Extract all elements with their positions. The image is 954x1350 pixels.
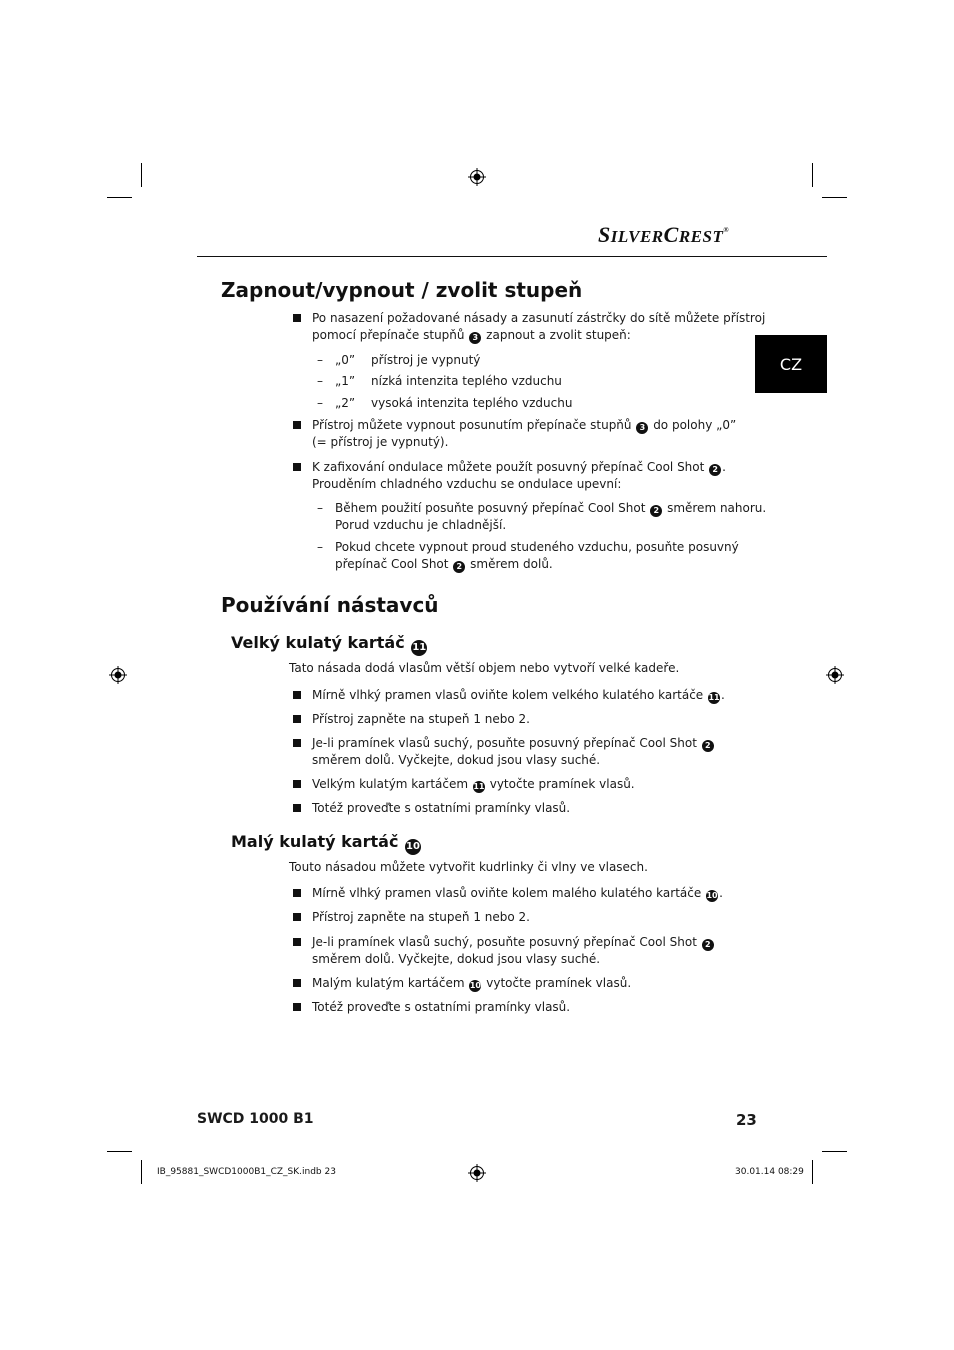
bullet-icon <box>293 938 301 946</box>
language-tab: CZ <box>755 335 827 393</box>
paragraph-line: pomocí přepínače stupňů 3 zapnout a zvolit stupeň: <box>312 328 631 342</box>
paragraph-line: Přístroj zapněte na stupeň 1 nebo 2. <box>312 712 530 726</box>
header-rule <box>197 256 827 257</box>
dash-marker: – <box>317 374 323 388</box>
crop-mark <box>822 197 847 198</box>
paragraph-line: Přístroj můžete vypnout posunutím přepínače stupňů 3 do polohy „0” <box>312 418 737 432</box>
bullet-icon <box>293 1003 301 1011</box>
ref-number-badge: 2 <box>650 505 662 517</box>
registration-mark-icon <box>826 666 844 684</box>
file-name: IB_95881_SWCD1000B1_CZ_SK.indb 23 <box>157 1167 336 1177</box>
paragraph-line: Mírně vlhký pramen vlasů oviňte kolem malého kulatého kartáče 10. <box>312 886 723 900</box>
ref-number-badge: 3 <box>469 332 481 344</box>
intro-text: Touto násadou můžete vytvořit kudrlinky či vlny ve vlasech. <box>289 860 648 874</box>
ref-number-badge: 10 <box>706 891 718 900</box>
section-title: Používání nástavců <box>221 593 439 617</box>
level-desc: nízká intenzita teplého vzduchu <box>371 374 562 388</box>
print-date: 30.01.14 08:29 <box>735 1167 804 1177</box>
registration-mark-icon <box>468 168 486 186</box>
level-code: „2” <box>335 396 356 410</box>
paragraph-line: Je-li pramínek vlasů suchý, posuňte posuvný přepínač Cool Shot 2 <box>312 735 715 752</box>
level-desc: vysoká intenzita teplého vzduchu <box>371 396 573 410</box>
model-number: SWCD 1000 B1 <box>197 1111 314 1127</box>
subsection-title: Velký kulatý kartáč 11 <box>231 633 428 656</box>
registration-mark-icon <box>468 1164 486 1182</box>
crop-mark <box>107 197 132 198</box>
ref-number-badge: 2 <box>453 561 465 573</box>
ref-number-badge: 2 <box>702 740 714 752</box>
crop-mark <box>812 1160 813 1184</box>
bullet-icon <box>293 314 301 322</box>
paragraph-line: směrem dolů. Vyčkejte, dokud jsou vlasy suché. <box>312 952 601 966</box>
registration-mark-icon <box>109 666 127 684</box>
ref-number-badge: 10 <box>405 839 421 855</box>
bullet-icon <box>293 421 301 429</box>
intro-text: Tato násada dodá vlasům větší objem nebo vytvoří velké kadeře. <box>289 661 680 675</box>
paragraph-line: směrem dolů. Vyčkejte, dokud jsou vlasy suché. <box>312 753 601 767</box>
paragraph-line: Totéž proveďte s ostatními pramínky vlasů. <box>312 801 571 815</box>
paragraph-line: Přístroj zapněte na stupeň 1 nebo 2. <box>312 910 530 924</box>
page-number: 23 <box>736 1111 757 1129</box>
paragraph-line: Mírně vlhký pramen vlasů oviňte kolem velkého kulatého kartáče 11. <box>312 688 725 702</box>
paragraph-line: Malým kulatým kartáčem 10 vytočte pramínek vlasů. <box>312 976 632 990</box>
crop-mark <box>107 1151 132 1152</box>
bullet-icon <box>293 780 301 788</box>
level-code: „0” <box>335 353 356 367</box>
paragraph-line: Je-li pramínek vlasů suchý, posuňte posuvný přepínač Cool Shot 2 <box>312 934 715 951</box>
level-desc: přístroj je vypnutý <box>371 353 481 367</box>
ref-number-badge: 3 <box>636 422 648 434</box>
dash-marker: – <box>317 501 323 515</box>
dash-marker: – <box>317 353 323 367</box>
crop-mark <box>822 1151 847 1152</box>
paragraph-line: Prouděním chladného vzduchu se ondulace upevní: <box>312 477 622 491</box>
ref-number-badge: 2 <box>709 464 721 476</box>
ref-number-badge: 11 <box>473 782 485 791</box>
crop-mark <box>141 163 142 187</box>
crop-mark <box>141 1160 142 1184</box>
paragraph-line: Totéž proveďte s ostatními pramínky vlasů. <box>312 1000 571 1014</box>
paragraph-line: Porud vzduchu je chladnější. <box>335 518 507 532</box>
paragraph-line: (= přístroj je vypnutý). <box>312 435 449 449</box>
ref-number-badge: 2 <box>702 939 714 951</box>
paragraph-line: Po nasazení požadované násady a zasunutí zástrčky do sítě můžete přístroj <box>312 311 766 325</box>
paragraph-line: Velkým kulatým kartáčem 11 vytočte pramínek vlasů. <box>312 777 635 791</box>
paragraph-line: K zafixování ondulace můžete použít posuvný přepínač Cool Shot 2 . <box>312 460 726 474</box>
bullet-icon <box>293 715 301 723</box>
bullet-icon <box>293 889 301 897</box>
dash-marker: – <box>317 396 323 410</box>
ref-number-badge: 11 <box>411 640 427 656</box>
brand-logo: SILVERCREST® <box>598 222 730 247</box>
section-title: Zapnout/vypnout / zvolit stupeň <box>221 278 583 302</box>
level-code: „1” <box>335 374 356 388</box>
bullet-icon <box>293 739 301 747</box>
bullet-icon <box>293 804 301 812</box>
dash-marker: – <box>317 540 323 554</box>
crop-mark <box>812 163 813 187</box>
bullet-icon <box>293 691 301 699</box>
bullet-icon <box>293 979 301 987</box>
subsection-title: Malý kulatý kartáč 10 <box>231 832 422 855</box>
paragraph-line: přepínač Cool Shot 2 směrem dolů. <box>335 557 553 571</box>
paragraph-line: Během použití posuňte posuvný přepínač Cool Shot 2 směrem nahoru. <box>335 501 767 515</box>
paragraph-line: Pokud chcete vypnout proud studeného vzduchu, posuňte posuvný <box>335 540 739 554</box>
bullet-icon <box>293 463 301 471</box>
ref-number-badge: 11 <box>708 693 720 702</box>
ref-number-badge: 10 <box>469 981 481 990</box>
bullet-icon <box>293 913 301 921</box>
